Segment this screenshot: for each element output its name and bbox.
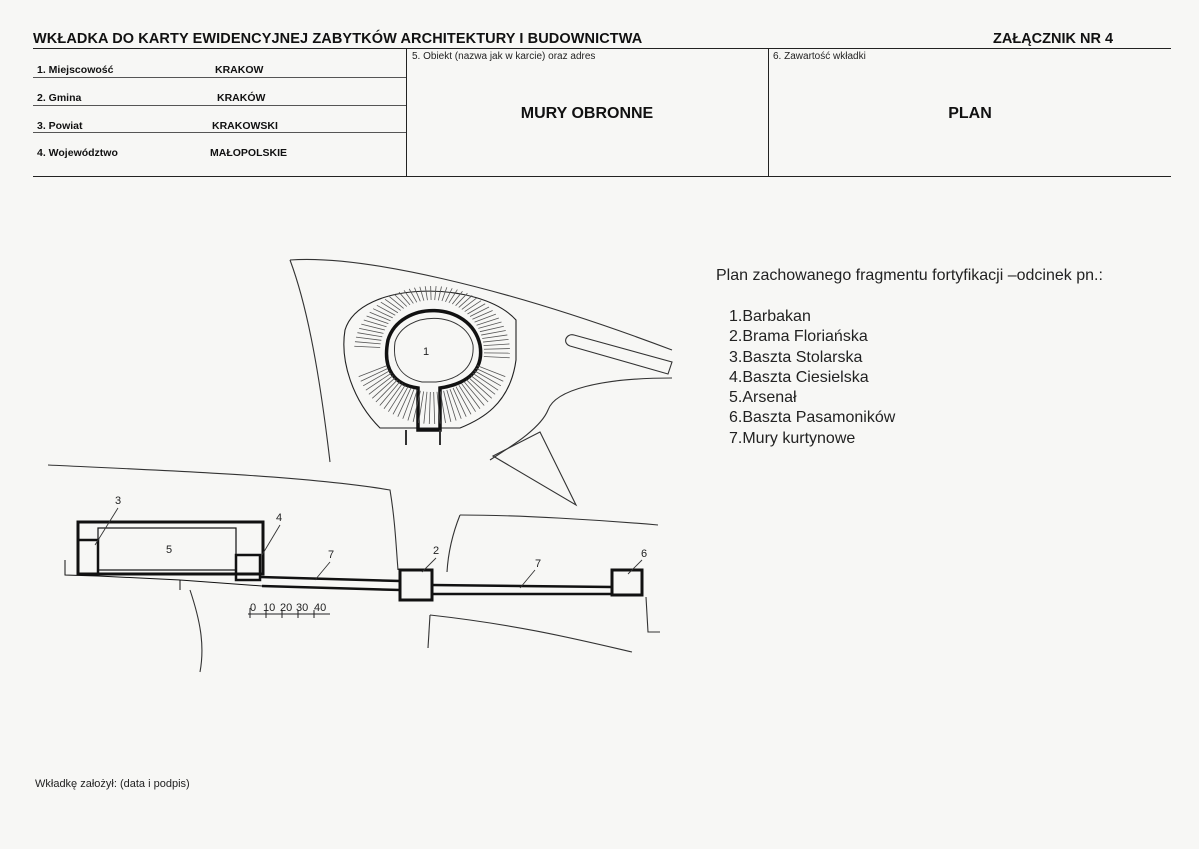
content-box-caption: 6. Zawartość wkładki — [773, 51, 866, 62]
legend-item: 2.Brama Floriańska — [729, 328, 868, 346]
plan-number-3: 3 — [115, 495, 122, 507]
street-outline — [490, 378, 672, 460]
scale-label-30: 30 — [296, 602, 309, 614]
plan-number-5: 5 — [166, 544, 173, 556]
street-outline — [430, 615, 632, 652]
barbican-hatching — [354, 286, 510, 424]
annex-number: ZAŁĄCZNIK NR 4 — [993, 31, 1114, 47]
street-outline — [290, 259, 672, 350]
florian-gate — [400, 570, 432, 600]
tower-carpenters — [78, 540, 98, 574]
barbican-inner — [394, 318, 473, 382]
field-label-gmina: 2. Gmina — [37, 92, 82, 104]
street-outline — [447, 515, 460, 572]
barbican-gate — [406, 430, 440, 445]
field-value-miejscowosc: KRAKOW — [215, 64, 264, 76]
street-outline — [428, 615, 430, 648]
curtain-wall-west — [260, 577, 400, 590]
street-outline — [190, 590, 202, 672]
legend-item: 6.Baszta Pasamoników — [729, 409, 896, 427]
street-outline — [566, 335, 672, 374]
leader-line — [262, 525, 280, 555]
leader-line — [95, 508, 118, 545]
field-label-miejscowosc: 1. Miejscowość — [37, 64, 114, 76]
scale-label-0: 0 — [250, 602, 257, 614]
plan-number-7a: 7 — [328, 549, 335, 561]
plan-number-2: 2 — [433, 545, 440, 557]
field-label-powiat: 3. Powiat — [37, 120, 83, 132]
form-title: WKŁADKA DO KARTY EWIDENCYJNEJ ZABYTKÓW ARCHITEKTURY I BUDOWNICTWA — [33, 31, 643, 47]
street-outline — [493, 432, 576, 505]
field-value-powiat: KRAKOWSKI — [212, 120, 278, 132]
legend-item: 7.Mury kurtynowe — [729, 429, 856, 447]
tower-haberdashers — [612, 570, 642, 595]
scale-label-40: 40 — [314, 602, 327, 614]
scale-label-20: 20 — [280, 602, 293, 614]
legend-item: 4.Baszta Ciesielska — [729, 368, 869, 386]
plan-number-4: 4 — [276, 512, 283, 524]
legend-title: Plan zachowanego fragmentu fortyfikacji –odcinek pn.: — [716, 267, 1103, 284]
object-box-caption: 5. Obiekt (nazwa jak w karcie) oraz adres — [412, 51, 596, 62]
content-type: PLAN — [948, 105, 992, 122]
street-outline — [460, 515, 658, 525]
leader-line — [628, 560, 642, 574]
street-outline — [48, 465, 398, 570]
plan-number-6: 6 — [641, 548, 648, 560]
legend-list — [729, 307, 895, 449]
field-value-gmina: KRAKÓW — [217, 92, 266, 104]
plan-number-7b: 7 — [535, 558, 542, 570]
curtain-wall-east — [432, 585, 612, 594]
street-outline — [290, 260, 330, 462]
legend-item: 1.Barbakan — [729, 308, 811, 325]
field-value-wojewodztwo: MAŁOPOLSKIE — [210, 147, 288, 159]
leader-line — [315, 562, 330, 580]
plan-number-1: 1 — [423, 346, 430, 358]
legend-item: 3.Baszta Stolarska — [729, 348, 863, 366]
object-name: MURY OBRONNE — [520, 105, 654, 122]
tower-joiners — [236, 555, 260, 580]
field-label-wojewodztwo: 4. Województwo — [37, 147, 118, 159]
scale-label-10: 10 — [263, 602, 276, 614]
signature-field: Wkładkę założył: (data i podpis) — [35, 778, 190, 790]
legend-item: 5.Arsenał — [729, 389, 797, 407]
street-outline — [646, 597, 660, 632]
